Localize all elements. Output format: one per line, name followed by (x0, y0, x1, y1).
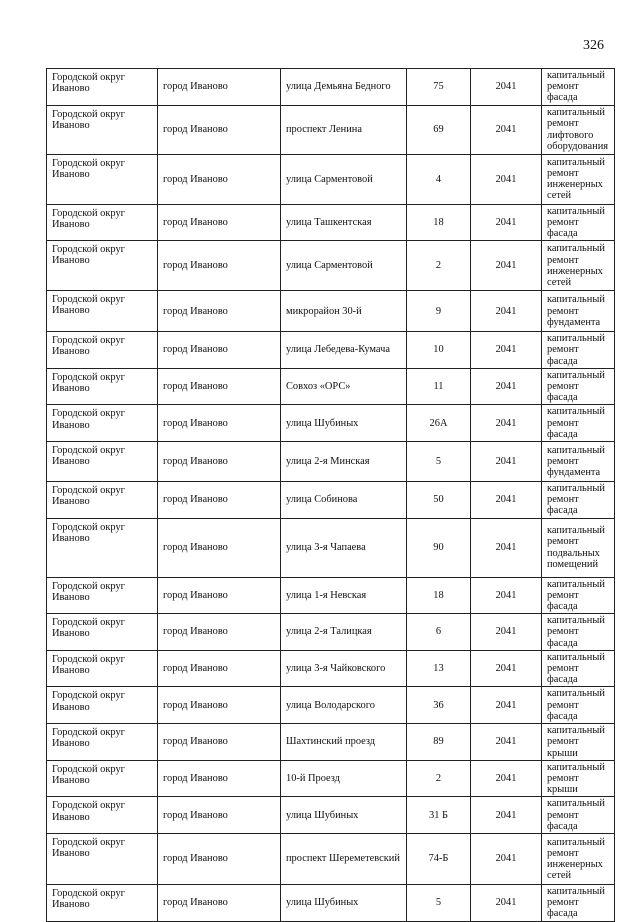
table-row (47, 760, 615, 797)
work-type-cell: капитальный ремонт инженерных сетей (542, 833, 615, 884)
street-cell: улица Сарментовой (281, 241, 407, 291)
municipality-cell: Городской округ Иваново (47, 482, 158, 519)
house-number-cell: 9 (407, 291, 471, 332)
year-cell: 2041 (471, 69, 542, 106)
municipality-cell: Городской округ Иваново (47, 884, 158, 921)
table-row (47, 518, 615, 577)
table-row (47, 614, 615, 651)
street-cell: улица Собинова (281, 482, 407, 519)
house-number-cell: 18 (407, 577, 471, 614)
page-number: 326 (583, 38, 604, 53)
settlement-cell: город Иваново (158, 241, 281, 291)
table-row (47, 482, 615, 519)
street-cell: улица Ташкентская (281, 204, 407, 241)
year-cell: 2041 (471, 724, 542, 761)
street-cell: Совхоз «ОРС» (281, 368, 407, 405)
municipality-cell: Городской округ Иваново (47, 105, 158, 154)
work-type-cell: капитальный ремонт фасада (542, 577, 615, 614)
house-number-cell: 89 (407, 724, 471, 761)
municipality-cell: Городской округ Иваново (47, 760, 158, 797)
house-number-cell: 90 (407, 518, 471, 577)
settlement-cell: город Иваново (158, 69, 281, 106)
settlement-cell: город Иваново (158, 105, 281, 154)
work-type-cell: капитальный ремонт фасада (542, 368, 615, 405)
year-cell: 2041 (471, 884, 542, 921)
street-cell: улица 2-я Талицкая (281, 614, 407, 651)
settlement-cell: город Иваново (158, 614, 281, 651)
settlement-cell: город Иваново (158, 368, 281, 405)
year-cell: 2041 (471, 614, 542, 651)
settlement-cell: город Иваново (158, 687, 281, 724)
table-row (47, 368, 615, 405)
table-row (47, 797, 615, 834)
work-type-cell: капитальный ремонт фасада (542, 884, 615, 921)
work-type-cell: капитальный ремонт фасада (542, 204, 615, 241)
house-number-cell: 74-Б (407, 833, 471, 884)
street-cell: улица Шубиных (281, 405, 407, 442)
settlement-cell: город Иваново (158, 650, 281, 687)
municipality-cell: Городской округ Иваново (47, 69, 158, 106)
year-cell: 2041 (471, 332, 542, 369)
year-cell: 2041 (471, 204, 542, 241)
municipality-cell: Городской округ Иваново (47, 368, 158, 405)
house-number-cell: 75 (407, 69, 471, 106)
work-type-cell: капитальный ремонт фундамента (542, 291, 615, 332)
municipality-cell: Городской округ Иваново (47, 241, 158, 291)
work-type-cell: капитальный ремонт крыши (542, 760, 615, 797)
work-type-cell: капитальный ремонт фасада (542, 482, 615, 519)
house-number-cell: 5 (407, 442, 471, 482)
year-cell: 2041 (471, 760, 542, 797)
house-number-cell: 36 (407, 687, 471, 724)
house-number-cell: 11 (407, 368, 471, 405)
municipality-cell: Городской округ Иваново (47, 204, 158, 241)
work-type-cell: капитальный ремонт фасада (542, 797, 615, 834)
table-body (47, 69, 615, 922)
street-cell: улица Сарментовой (281, 154, 407, 204)
year-cell: 2041 (471, 105, 542, 154)
street-cell: улица 2-я Минская (281, 442, 407, 482)
street-cell: улица Демьяна Бедного (281, 69, 407, 106)
work-type-cell: капитальный ремонт инженерных сетей (542, 154, 615, 204)
table-row (47, 332, 615, 369)
year-cell: 2041 (471, 368, 542, 405)
street-cell: улица Шубиных (281, 797, 407, 834)
settlement-cell: город Иваново (158, 442, 281, 482)
street-cell: 10-й Проезд (281, 760, 407, 797)
year-cell: 2041 (471, 518, 542, 577)
settlement-cell: город Иваново (158, 154, 281, 204)
settlement-cell: город Иваново (158, 291, 281, 332)
settlement-cell: город Иваново (158, 833, 281, 884)
table-row (47, 442, 615, 482)
municipality-cell: Городской округ Иваново (47, 291, 158, 332)
street-cell: микрорайон 30-й (281, 291, 407, 332)
year-cell: 2041 (471, 687, 542, 724)
house-number-cell: 4 (407, 154, 471, 204)
house-number-cell: 6 (407, 614, 471, 651)
table-row (47, 884, 615, 921)
table-row (47, 154, 615, 204)
year-cell: 2041 (471, 797, 542, 834)
municipality-cell: Городской округ Иваново (47, 154, 158, 204)
table-row (47, 577, 615, 614)
municipality-cell: Городской округ Иваново (47, 833, 158, 884)
house-number-cell: 5 (407, 884, 471, 921)
year-cell: 2041 (471, 154, 542, 204)
municipality-cell: Городской округ Иваново (47, 332, 158, 369)
year-cell: 2041 (471, 577, 542, 614)
settlement-cell: город Иваново (158, 577, 281, 614)
house-number-cell: 10 (407, 332, 471, 369)
year-cell: 2041 (471, 650, 542, 687)
work-type-cell: капитальный ремонт фасада (542, 687, 615, 724)
table-row (47, 204, 615, 241)
house-number-cell: 69 (407, 105, 471, 154)
settlement-cell: город Иваново (158, 518, 281, 577)
house-number-cell: 31 Б (407, 797, 471, 834)
work-type-cell: капитальный ремонт фундамента (542, 442, 615, 482)
street-cell: проспект Ленина (281, 105, 407, 154)
table-row (47, 405, 615, 442)
street-cell: улица 1-я Невская (281, 577, 407, 614)
house-number-cell: 13 (407, 650, 471, 687)
settlement-cell: город Иваново (158, 884, 281, 921)
settlement-cell: город Иваново (158, 724, 281, 761)
settlement-cell: город Иваново (158, 760, 281, 797)
street-cell: Шахтинский проезд (281, 724, 407, 761)
street-cell: улица Лебедева-Кумача (281, 332, 407, 369)
year-cell: 2041 (471, 241, 542, 291)
year-cell: 2041 (471, 291, 542, 332)
year-cell: 2041 (471, 442, 542, 482)
municipality-cell: Городской округ Иваново (47, 518, 158, 577)
table-row (47, 724, 615, 761)
year-cell: 2041 (471, 405, 542, 442)
work-type-cell: капитальный ремонт инженерных сетей (542, 241, 615, 291)
municipality-cell: Городской округ Иваново (47, 797, 158, 834)
work-type-cell: капитальный ремонт фасада (542, 69, 615, 106)
work-type-cell: капитальный ремонт фасада (542, 332, 615, 369)
street-cell: улица 3-я Чайковского (281, 650, 407, 687)
settlement-cell: город Иваново (158, 797, 281, 834)
year-cell: 2041 (471, 833, 542, 884)
municipality-cell: Городской округ Иваново (47, 442, 158, 482)
table-row (47, 105, 615, 154)
table-row (47, 833, 615, 884)
settlement-cell: город Иваново (158, 405, 281, 442)
settlement-cell: город Иваново (158, 482, 281, 519)
work-type-cell: капитальный ремонт фасада (542, 650, 615, 687)
repair-schedule-table (46, 68, 615, 922)
street-cell: проспект Шереметевский (281, 833, 407, 884)
work-type-cell: капитальный ремонт фасада (542, 614, 615, 651)
work-type-cell: капитальный ремонт крыши (542, 724, 615, 761)
table-row (47, 291, 615, 332)
municipality-cell: Городской округ Иваново (47, 614, 158, 651)
work-type-cell: капитальный ремонт лифтового оборудования (542, 105, 615, 154)
table-row (47, 687, 615, 724)
street-cell: улица Володарского (281, 687, 407, 724)
house-number-cell: 2 (407, 760, 471, 797)
settlement-cell: город Иваново (158, 204, 281, 241)
table-row (47, 650, 615, 687)
municipality-cell: Городской округ Иваново (47, 724, 158, 761)
street-cell: улица 3-я Чапаева (281, 518, 407, 577)
municipality-cell: Городской округ Иваново (47, 405, 158, 442)
municipality-cell: Городской округ Иваново (47, 650, 158, 687)
street-cell: улица Шубиных (281, 884, 407, 921)
house-number-cell: 2 (407, 241, 471, 291)
house-number-cell: 50 (407, 482, 471, 519)
settlement-cell: город Иваново (158, 332, 281, 369)
house-number-cell: 18 (407, 204, 471, 241)
house-number-cell: 26А (407, 405, 471, 442)
work-type-cell: капитальный ремонт фасада (542, 405, 615, 442)
municipality-cell: Городской округ Иваново (47, 577, 158, 614)
year-cell: 2041 (471, 482, 542, 519)
work-type-cell: капитальный ремонт подвальных помещений (542, 518, 615, 577)
table-row (47, 241, 615, 291)
municipality-cell: Городской округ Иваново (47, 687, 158, 724)
table-row (47, 69, 615, 106)
